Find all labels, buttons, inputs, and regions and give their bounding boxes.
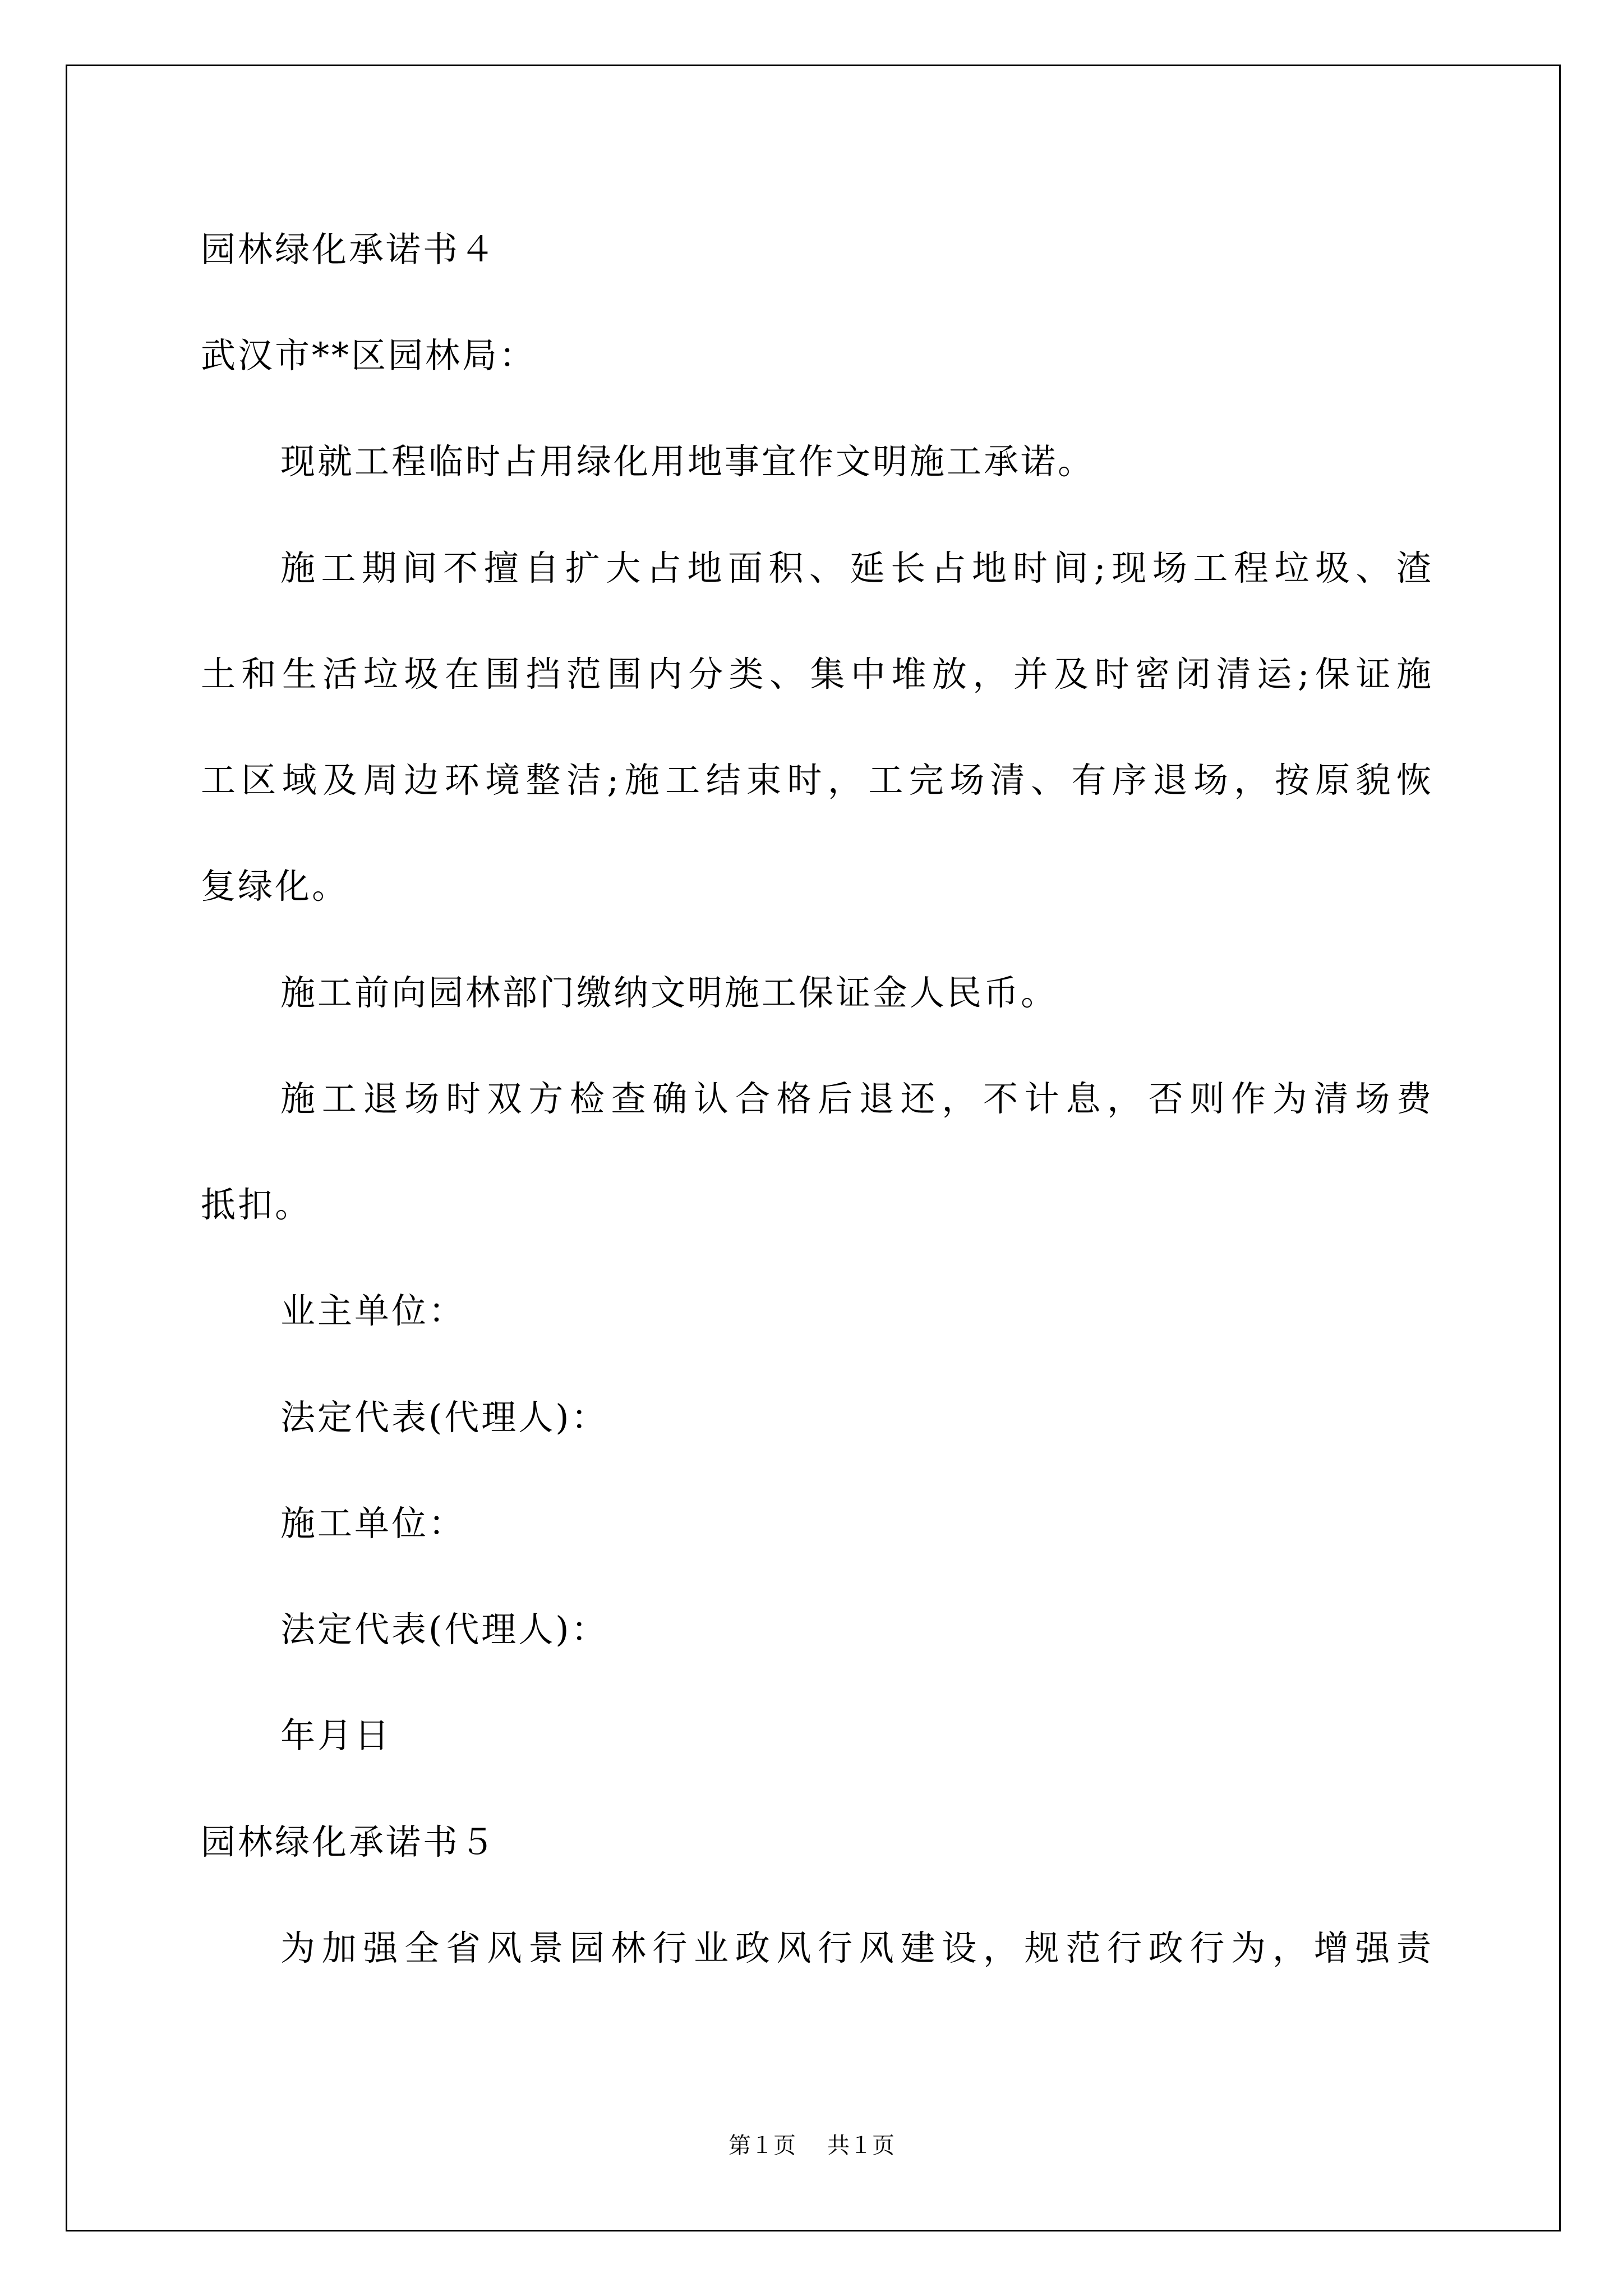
page-footer xyxy=(0,2134,1623,2157)
heading-5: 园林绿化承诺书５ xyxy=(201,1821,497,1862)
paragraph-4-line-1: 施工退场时双方检查确认合格后退还，不计息，否则作为清场费 xyxy=(280,1078,1431,1119)
contractor-unit-label: 施工单位： xyxy=(280,1503,466,1544)
paragraph-2-line-3: 工区域及周边环境整洁;施工结束时，工完场清、有序退场，按原貌恢 xyxy=(201,760,1431,800)
page-border xyxy=(66,65,1561,2231)
paragraph-1: 现就工程临时占用绿化用地事宜作文明施工承诺。 xyxy=(280,441,1095,482)
paragraph-4-line-2: 抵扣。 xyxy=(201,1184,312,1225)
paragraph-5-line-1: 为加强全省风景园林行业政风行风建设，规范行政行为，增强责 xyxy=(280,1927,1431,1968)
contractor-representative-label: 法定代表(代理人)： xyxy=(280,1609,608,1650)
page-number-current: 第１页 xyxy=(728,2133,796,2159)
owner-unit-label: 业主单位： xyxy=(280,1290,466,1331)
heading-4: 园林绿化承诺书４ xyxy=(201,229,497,270)
owner-representative-label: 法定代表(代理人)： xyxy=(280,1397,608,1438)
paragraph-3: 施工前向园林部门缴纳文明施工保证金人民币。 xyxy=(280,972,1058,1013)
date-label: 年月日 xyxy=(280,1715,392,1756)
page-number-total: 共１页 xyxy=(827,2133,895,2159)
addressee: 武汉市**区园林局： xyxy=(201,335,537,376)
paragraph-2-line-4: 复绿化。 xyxy=(201,866,349,907)
paragraph-2-line-2: 土和生活垃圾在围挡范围内分类、集中堆放，并及时密闭清运;保证施 xyxy=(201,654,1431,694)
paragraph-2-line-1: 施工期间不擅自扩大占地面积、延长占地时间;现场工程垃圾、渣 xyxy=(280,547,1431,588)
